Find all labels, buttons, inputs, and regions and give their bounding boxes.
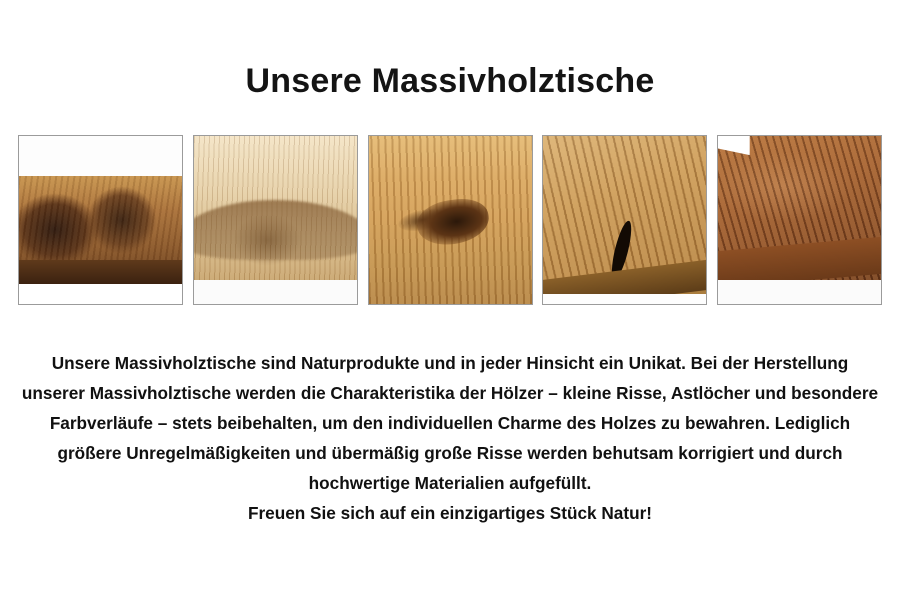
photo-1-base <box>19 284 182 304</box>
wood-photo-2 <box>193 135 358 305</box>
description-block <box>20 348 880 528</box>
wood-table-photo-strip <box>18 135 882 305</box>
photo-2-base <box>194 280 357 304</box>
wood-photo-5 <box>717 135 882 305</box>
wood-photo-1 <box>18 135 183 305</box>
photo-5-base <box>718 280 881 304</box>
photo-2-live-edge-curve <box>193 200 358 260</box>
photo-1-live-edge <box>19 260 182 284</box>
photo-1-wood-surface <box>19 176 182 273</box>
wood-photo-3 <box>368 135 533 305</box>
description-closing: Freuen Sie sich auf ein einzigartiges Stück Natur! <box>247 503 652 523</box>
photo-4-base <box>543 294 706 304</box>
description-paragraph: Unsere Massivholztische sind Naturprodukte und in jeder Hinsicht ein Unikat. Bei der Herstellung unserer Massivholztische werden die Charakteristika der Hölzer – kleine Risse, Astlöcher und besondere Farbverläufe – stets beibehalten, um den individuellen Charme des Holzes zu bewahren. Lediglich größere Unregelmäßigkeiten und übermäßig große Risse werden behutsam korrigiert und durch hochwertige Materialien aufgefüllt. <box>21 353 879 493</box>
page-title: Unsere Massivholztische <box>245 62 655 100</box>
wood-photo-4 <box>542 135 707 305</box>
